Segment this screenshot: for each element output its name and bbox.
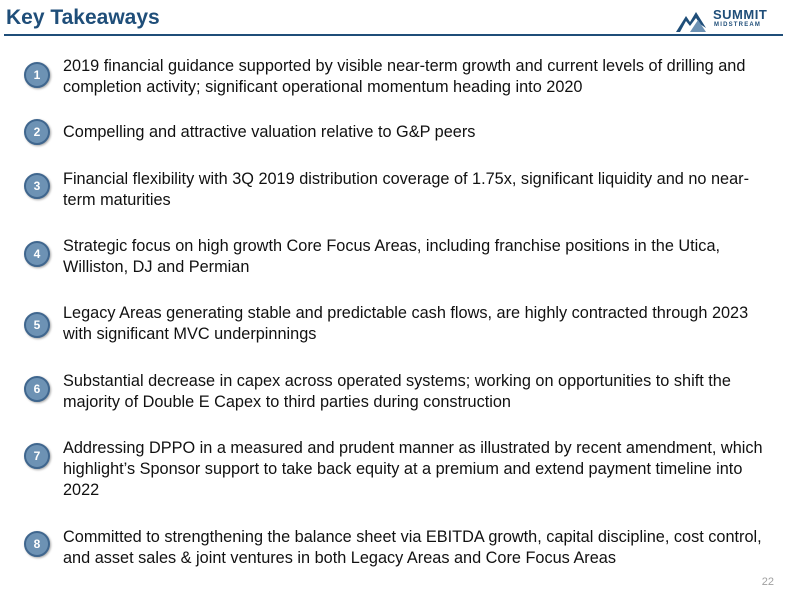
item-text: Substantial decrease in capex across operated systems; working on opportunities to shift the majority of Double E Capex to third parties during construction [63,372,731,411]
item-number-badge: 2 [24,119,50,145]
item-number-badge: 8 [24,531,50,557]
item-text: Compelling and attractive valuation relative to G&P peers [63,123,476,141]
item-text: 2019 financial guidance supported by visible near-term growth and current levels of drilling and completion activity; significant operational momentum heading into 2020 [63,57,746,96]
item-text: Legacy Areas generating stable and predictable cash flows, are highly contracted through 2023 with significant MVC underpinnings [63,304,749,343]
logo-subtitle: MIDSTREAM [714,22,762,28]
page-title: Key Takeaways [6,6,160,29]
item-text: Strategic focus on high growth Core Focus Areas, including franchise positions in the Utica, Williston, DJ and Permian [63,237,721,276]
item-number-badge: 6 [24,376,50,402]
item-text: Committed to strengthening the balance sheet via EBITDA growth, capital discipline, cost control, and asset sales & joint ventures in both Legacy Areas and Core Focus Areas [63,528,762,567]
item-number-badge: 3 [24,173,50,199]
company-logo [676,6,776,34]
item-number-badge: 5 [24,312,50,338]
item-number-badge: 7 [24,443,50,469]
mountain-icon [676,10,712,32]
header-divider [4,34,783,36]
page-number: 22 [761,576,774,588]
logo-wordmark: SUMMIT [713,7,768,22]
item-number-badge: 1 [24,62,50,88]
item-text: Addressing DPPO in a measured and prudent manner as illustrated by recent amendment, which highlight’s Sponsor support to take back equity at a premium and extend payment timeline into 2022 [63,439,763,499]
item-text: Financial flexibility with 3Q 2019 distribution coverage of 1.75x, significant liquidity and no near-term maturities [63,170,749,209]
item-number-badge: 4 [24,241,50,267]
